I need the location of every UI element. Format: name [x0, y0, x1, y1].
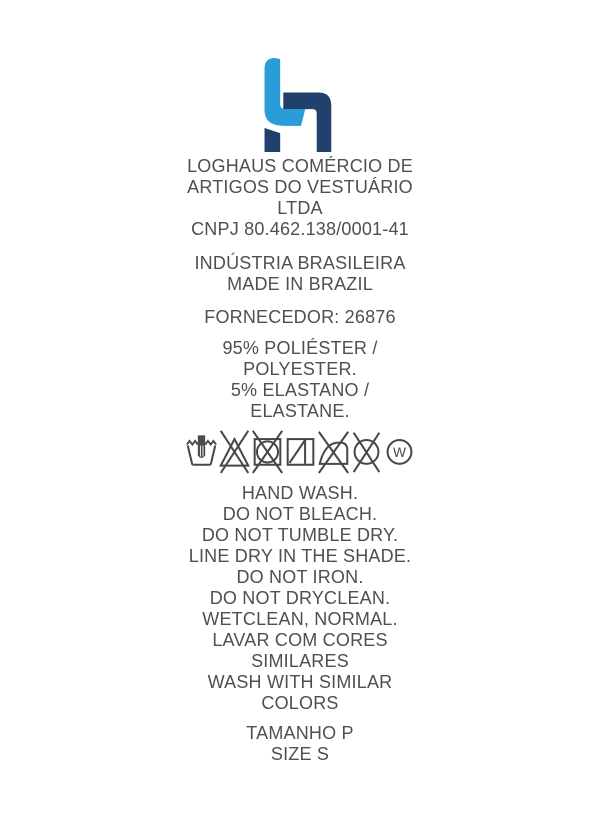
care-line-line-dry-shade: LINE DRY IN THE SHADE.: [188, 546, 412, 566]
care-line-wetclean: WETCLEAN, NORMAL.: [202, 609, 398, 629]
logo-left-stroke: [265, 58, 306, 126]
wet-clean-icon: [383, 423, 416, 479]
line-dry-in-shade-icon: [284, 423, 317, 479]
supplier-code: FORNECEDOR: 26876: [204, 307, 396, 327]
size-block: [246, 723, 353, 765]
do-not-bleach-icon: [218, 423, 251, 479]
company-name-line-1: LOGHAUS COMÉRCIO DE: [187, 156, 413, 176]
logo-foot-stroke: [265, 128, 281, 152]
hand-shape: [197, 435, 204, 457]
care-symbols-row: [185, 423, 416, 479]
loghaus-logo-icon: [263, 57, 337, 153]
composition-line-4: ELASTANE.: [250, 401, 350, 421]
care-line-do-not-dryclean: DO NOT DRYCLEAN.: [209, 588, 391, 608]
do-not-iron-icon: [317, 423, 350, 479]
size-line-en: SIZE S: [270, 744, 330, 764]
composition-line-3: 5% ELASTANO /: [230, 380, 370, 400]
do-not-dry-clean-icon: [350, 423, 383, 479]
origin-line-pt: INDÚSTRIA BRASILEIRA: [194, 253, 406, 273]
care-instructions-block: [189, 483, 411, 714]
origin-line-en: MADE IN BRAZIL: [227, 274, 373, 294]
care-line-lavar-cores-1: LAVAR COM CORES: [212, 630, 388, 650]
company-name-line-2: ARTIGOS DO VESTUÁRIO: [187, 177, 413, 197]
do-not-tumble-dry-icon: [251, 423, 284, 479]
size-line-pt: TAMANHO P: [246, 723, 354, 743]
care-line-do-not-tumble-dry: DO NOT TUMBLE DRY.: [201, 525, 399, 545]
care-line-wash-similar-2: COLORS: [261, 693, 339, 713]
care-line-do-not-bleach: DO NOT BLEACH.: [222, 504, 378, 524]
care-line-hand-wash: HAND WASH.: [241, 483, 359, 503]
company-block: [187, 156, 413, 240]
composition-line-2: POLYESTER.: [243, 359, 357, 379]
care-line-wash-similar-1: WASH WITH SIMILAR: [207, 672, 393, 692]
hand-wash-icon: [185, 423, 218, 479]
wet-clean-letter: W: [392, 444, 406, 460]
composition-block: [222, 338, 377, 422]
origin-block: [194, 253, 405, 295]
composition-line-1: 95% POLIÉSTER /: [222, 338, 378, 358]
company-cnpj: CNPJ 80.462.138/0001-41: [191, 219, 409, 239]
care-line-do-not-iron: DO NOT IRON.: [236, 567, 364, 587]
supplier-block: [204, 307, 395, 328]
care-line-lavar-cores-2: SIMILARES: [251, 651, 349, 671]
company-name-line-3: LTDA: [277, 198, 323, 218]
